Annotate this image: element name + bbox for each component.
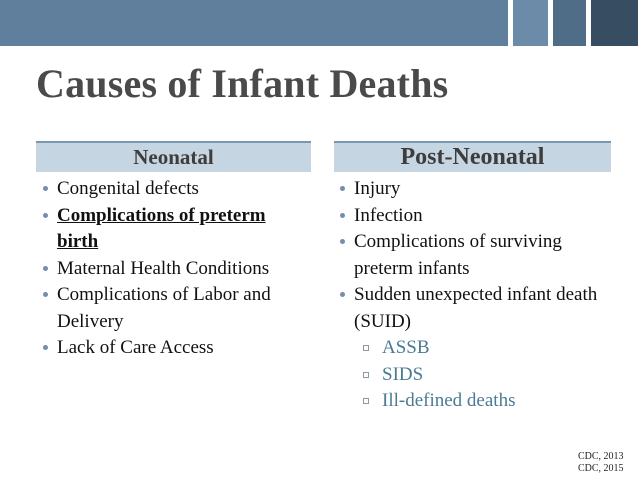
citation-line: CDC, 2013 [578, 451, 624, 462]
list-item-care-access [41, 335, 311, 362]
post-neonatal-column-header: Post-Neonatal [334, 141, 611, 172]
list-item-surviving-preterm [338, 229, 618, 282]
neonatal-column-header: Neonatal [36, 141, 311, 172]
list-item-text: Injury [354, 178, 401, 199]
list-item-labor-delivery [41, 282, 311, 335]
sub-list-item-ill-defined [338, 388, 618, 415]
list-item-text: Complications of Labor and Delivery [57, 284, 271, 332]
list-item-text: Complications of surviving preterm infants [354, 231, 562, 279]
sub-list-item-sids [338, 362, 618, 389]
top-bar-main-segment [0, 0, 508, 46]
list-item-infection [338, 203, 618, 230]
list-item-text: Congenital defects [57, 178, 199, 199]
list-item-text: Sudden unexpected infant death (SUID) [354, 284, 598, 332]
neonatal-causes-list [41, 176, 311, 362]
decorative-top-bar [0, 0, 638, 46]
list-item-injury [338, 176, 618, 203]
slide-title: Causes of Infant Deaths [36, 61, 449, 106]
sub-list-item-text: SIDS [382, 363, 424, 385]
list-item-suid [338, 282, 618, 335]
citations [578, 451, 624, 475]
list-item-text: Lack of Care Access [57, 337, 214, 358]
sub-list-item-text: ASSB [382, 337, 430, 358]
list-item-congenital-defects [41, 176, 311, 203]
top-bar-segment-c [591, 0, 638, 46]
sub-list-item-assb [338, 335, 618, 362]
top-bar-segment-a [513, 0, 548, 46]
list-item-text: Maternal Health Conditions [57, 257, 270, 279]
list-item-text: Complications of preterm birth [57, 204, 266, 252]
sub-list-item-text: Ill-defined deaths [382, 390, 516, 411]
list-item-preterm-complications [41, 203, 311, 256]
list-item-maternal-health [41, 256, 311, 283]
citation-line: CDC, 2015 [578, 463, 624, 474]
post-neonatal-causes-list [338, 176, 618, 415]
list-item-text: Infection [354, 204, 423, 226]
top-bar-segment-b [553, 0, 586, 46]
